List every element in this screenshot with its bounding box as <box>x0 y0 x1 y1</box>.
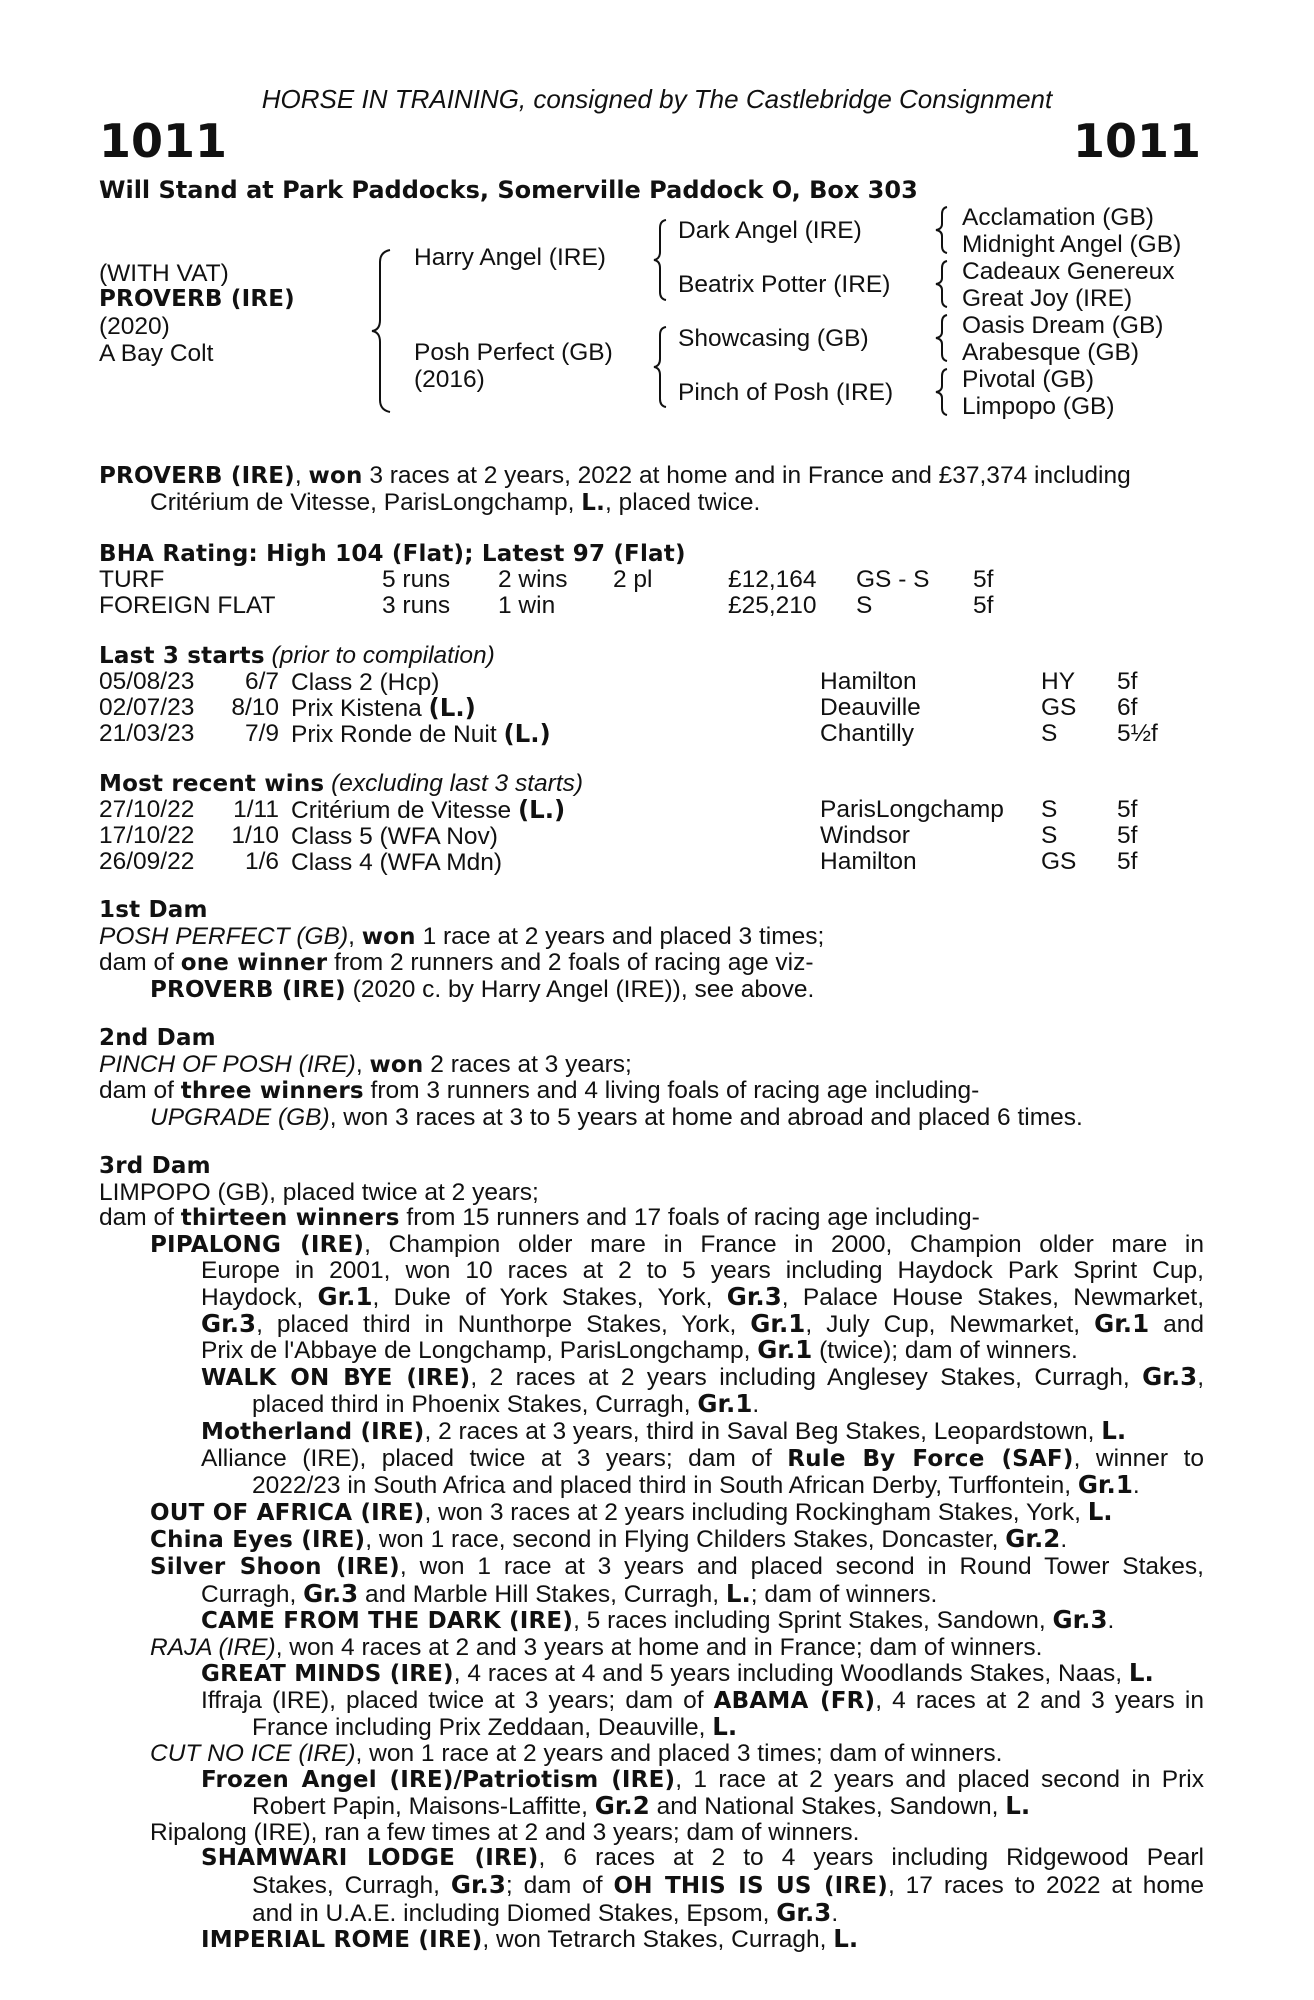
walk-on-bye-grade2: Gr.1 <box>697 1389 753 1419</box>
second-dam-record: 2 races at 3 years; <box>423 1050 632 1078</box>
horse-year: (2020) <box>99 313 170 340</box>
shamwari-text1: , 6 races at 2 to 4 years including Ridgewood Pearl <box>538 1844 1204 1872</box>
alliance-text3: 2022/23 in South Africa and placed third in South African Derby, Turffontein, <box>252 1472 1078 1500</box>
pipalong-line5 <box>99 1337 1204 1364</box>
silver-shoon-grade1: Gr.3 <box>303 1578 359 1608</box>
rating-distance: 5f <box>973 592 994 619</box>
shamwari-l2-b: ; dam of <box>505 1872 614 1900</box>
race-distance: 5f <box>1117 796 1138 823</box>
pipalong-l4-g3: Gr.1 <box>1094 1308 1150 1338</box>
race-name: Prix Ronde de Nuit <box>291 721 504 748</box>
pipalong-line4 <box>99 1308 1204 1338</box>
shamwari-line1 <box>99 1845 1204 1872</box>
frozen-angel-l2-b: and National Stakes, Sandown, <box>649 1793 1006 1821</box>
horse-name: PROVERB (IRE) <box>99 286 295 312</box>
frozen-angel-grade2: L. <box>1005 1791 1031 1821</box>
rating-earnings: £12,164 <box>728 566 817 593</box>
pedigree-brace-g4-1 <box>932 205 952 255</box>
rating-earnings: £25,210 <box>728 592 817 619</box>
first-dam-foal-record: (2020 c. by Harry Angel (IRE)), see above. <box>345 975 815 1003</box>
race-name: Critérium de Vitesse <box>291 797 518 824</box>
out-of-africa-name: OUT OF AFRICA (IRE) <box>150 1499 425 1526</box>
race-course: Hamilton <box>820 668 917 695</box>
first-dam-foal-name: PROVERB (IRE) <box>150 976 346 1003</box>
pedigree-gen3-2: Beatrix Potter (IRE) <box>678 271 891 298</box>
table-row <box>99 669 1199 695</box>
walk-on-bye-line1 <box>99 1361 1204 1392</box>
third-dam-record: LIMPOPO (GB), placed twice at 2 years; <box>99 1178 539 1206</box>
pipalong-l4-g1: Gr.3 <box>201 1308 257 1338</box>
rating-type: FOREIGN FLAT <box>99 592 276 619</box>
rule-by-force-name: Rule By Force (SAF) <box>787 1445 1074 1472</box>
pipalong-l3-a: Haydock, <box>201 1283 318 1311</box>
summary-line2-a: Critérium de Vitesse, ParisLongchamp, <box>150 488 582 516</box>
race-distance: 5f <box>1117 848 1138 875</box>
first-dam-produce-a: dam of <box>99 949 181 977</box>
shamwari-l3-grade: Gr.3 <box>776 1897 832 1927</box>
great-minds-grade: L. <box>1128 1658 1154 1688</box>
shamwari-l2-c: , 17 races to 2022 at home <box>887 1872 1205 1900</box>
rating-going: S <box>856 592 873 619</box>
motherland-grade: L. <box>1101 1415 1127 1445</box>
iffraja-grade: L. <box>712 1712 738 1742</box>
second-dam-won: won <box>369 1051 424 1078</box>
race-distance: 5½f <box>1117 720 1158 747</box>
first-dam-section: 1st Dam POSH PERFECT (GB), won 1 race at 2 years and placed 3 times; dam of one winner from 2 runners and 2 foals of racing age viz- PROVERB (IRE) (2020 c. by Harry Angel (IRE)), see above. <box>99 898 1204 1003</box>
rating-type: TURF <box>99 566 165 593</box>
great-minds-text: , 4 races at 4 and 5 years including Woodlands Stakes, Naas, <box>453 1660 1129 1688</box>
china-eyes-text: , won 1 race, second in Flying Childers Stakes, Doncaster, <box>365 1526 1006 1554</box>
table-row <box>99 695 1199 721</box>
last-starts-heading <box>99 643 495 670</box>
pedigree-gen3-1: Dark Angel (IRE) <box>678 217 862 244</box>
recent-wins-subtitle: (excluding last 3 starts) <box>331 770 584 797</box>
cut-no-ice-name: CUT NO ICE (IRE) <box>150 1740 356 1768</box>
third-dam-heading: 3rd Dam <box>99 1153 211 1179</box>
race-going: GS <box>1041 694 1077 721</box>
cut-no-ice-text: , won 1 race at 2 years and placed 3 times; dam of winners. <box>355 1740 1003 1768</box>
table-row <box>99 797 1199 823</box>
motherland-text: , 2 races at 3 years, third in Saval Beg Stakes, Leopardstown, <box>424 1417 1102 1445</box>
iffraja-text2: , 4 races at 2 and 3 years in <box>875 1686 1204 1714</box>
pedigree-brace-g4-3 <box>932 313 952 363</box>
rating-placed: 2 pl <box>613 566 653 593</box>
imperial-rome-grade: L. <box>833 1924 859 1954</box>
pedigree-brace-g4-2 <box>932 259 952 309</box>
pipalong-l5-g: Gr.1 <box>757 1335 813 1365</box>
walk-on-bye-line2 <box>99 1391 1204 1418</box>
frozen-angel-l2-a: Robert Papin, Maisons-Laffitte, <box>252 1793 595 1821</box>
horse-description: A Bay Colt <box>99 340 214 367</box>
second-dam-section: 2nd Dam PINCH OF POSH (IRE), won 2 races at 3 years; dam of three winners from 3 runners and 4 living foals of racing age including- UPGRADE (GB), won 3 races at 3 to 5 years at home and abroad and placed 6 times. <box>99 1026 1204 1130</box>
race-going: HY <box>1041 668 1076 695</box>
pipalong-name: PIPALONG (IRE) <box>150 1231 365 1258</box>
came-from-the-dark-grade: Gr.3 <box>1052 1605 1108 1635</box>
last-starts-subtitle: (prior to compilation) <box>271 642 495 669</box>
rating-going: GS - S <box>856 566 930 593</box>
walk-on-bye-text2: placed third in Phoenix Stakes, Curragh, <box>252 1391 698 1419</box>
race-grade: (L.) <box>503 719 551 748</box>
raja-line <box>99 1635 1204 1661</box>
oh-this-is-us-name: OH THIS IS US (IRE) <box>613 1873 888 1900</box>
second-dam-produce-a: dam of <box>99 1077 181 1105</box>
first-dam-produce-c: from 2 runners and 2 foals of racing age viz- <box>327 949 814 977</box>
great-minds-name: GREAT MINDS (IRE) <box>201 1661 454 1688</box>
walk-on-bye-name: WALK ON BYE (IRE) <box>201 1364 471 1391</box>
imperial-rome-line <box>99 1926 1204 1954</box>
race-going: S <box>1041 720 1058 747</box>
summary-horse-name: PROVERB (IRE) <box>99 463 295 489</box>
frozen-angel-text1: , 1 race at 2 years and placed second in Prix <box>675 1765 1204 1793</box>
table-row <box>99 721 1199 747</box>
last-starts-title: Last 3 starts <box>99 643 265 669</box>
shamwari-l3-a: and in U.A.E. including Diomed Stakes, Epsom, <box>252 1899 777 1927</box>
out-of-africa-line <box>99 1496 1204 1527</box>
race-name: Class 5 (WFA Nov) <box>291 823 498 850</box>
china-eyes-line <box>99 1526 1204 1554</box>
rating-wins: 1 win <box>498 592 556 619</box>
race-going: GS <box>1041 848 1077 875</box>
race-date: 21/03/23 <box>99 720 195 747</box>
race-going: S <box>1041 796 1058 823</box>
walk-on-bye-grade1: Gr.3 <box>1142 1361 1198 1391</box>
silver-shoon-l2-c: ; dam of winners. <box>750 1580 938 1608</box>
first-dam-heading: 1st Dam <box>99 897 208 923</box>
alliance-line1 <box>99 1446 1204 1473</box>
table-row <box>99 849 1199 875</box>
race-going: S <box>1041 822 1058 849</box>
race-distance: 5f <box>1117 822 1138 849</box>
race-position: 6/7 <box>244 668 279 695</box>
pedigree-brace-g4-4 <box>932 367 952 417</box>
pedigree-dam: Posh Perfect (GB) <box>414 339 613 366</box>
pedigree-gen4-2: Midnight Angel (GB) <box>962 231 1182 258</box>
abama-name: ABAMA (FR) <box>713 1687 876 1714</box>
pedigree-gen4-5: Oasis Dream (GB) <box>962 312 1164 339</box>
rating-distance: 5f <box>973 566 994 593</box>
race-position: 7/9 <box>244 720 279 747</box>
summary-listed: L. <box>581 489 606 516</box>
race-name: Class 4 (WFA Mdn) <box>291 849 503 876</box>
race-position: 8/10 <box>231 694 279 721</box>
shamwari-line3 <box>99 1897 1204 1927</box>
third-dam-section <box>99 1154 1204 1954</box>
iffraja-line2 <box>99 1714 1204 1741</box>
walk-on-bye-end2: . <box>752 1391 760 1419</box>
walk-on-bye-end1: , <box>1197 1363 1204 1391</box>
race-position: 1/6 <box>244 848 279 875</box>
pedigree-brace-sire <box>650 218 670 302</box>
race-course: Hamilton <box>820 848 917 875</box>
china-eyes-end: . <box>1060 1526 1068 1554</box>
table-row <box>99 823 1199 849</box>
second-dam-name: PINCH OF POSH (IRE) <box>99 1050 356 1078</box>
pipalong-l4-c: and <box>1149 1310 1204 1338</box>
pipalong-line2: Europe in 2001, won 10 races at 2 to 5 years including Haydock Park Sprint Cup, <box>201 1257 1204 1285</box>
pipalong-l4-g2: Gr.1 <box>750 1308 806 1338</box>
race-course: ParisLongchamp <box>820 796 1004 823</box>
pedigree-gen4-1: Acclamation (GB) <box>962 204 1154 231</box>
silver-shoon-l2-b: and Marble Hill Stakes, Curragh, <box>358 1580 726 1608</box>
shamwari-grade: Gr.3 <box>450 1870 506 1900</box>
iffraja-text3: France including Prix Zeddaan, Deauville, <box>252 1714 713 1742</box>
came-from-the-dark-text: , 5 races including Sprint Stakes, Sandown, <box>573 1607 1053 1635</box>
came-from-the-dark-line <box>99 1607 1204 1635</box>
rating-row <box>99 593 1199 619</box>
pedigree-sire: Harry Angel (IRE) <box>414 244 606 271</box>
first-dam-name: POSH PERFECT (GB) <box>99 922 349 950</box>
pipalong-l3-b: , Duke of York Stakes, York, <box>372 1283 727 1311</box>
silver-shoon-line1 <box>99 1554 1204 1581</box>
race-date: 02/07/23 <box>99 694 195 721</box>
recent-wins-heading <box>99 771 583 798</box>
pedigree-gen4-6: Arabesque (GB) <box>962 339 1140 366</box>
summary-line2-b: , placed twice. <box>605 488 761 516</box>
out-of-africa-text: , won 3 races at 2 years including Rockingham Stakes, York, <box>424 1498 1088 1526</box>
frozen-angel-name: Frozen Angel (IRE)/Patriotism (IRE) <box>201 1766 676 1793</box>
rating-row <box>99 567 1199 593</box>
pedigree-dam-year: (2016) <box>414 366 485 393</box>
alliance-grade: Gr.1 <box>1077 1470 1133 1500</box>
china-eyes-name: China Eyes (IRE) <box>150 1527 366 1554</box>
second-dam-produce-b: three winners <box>180 1078 364 1105</box>
raja-name: RAJA (IRE) <box>150 1633 276 1661</box>
pipalong-line3 <box>99 1281 1204 1311</box>
rating-runs: 5 runs <box>382 566 451 593</box>
rating-wins: 2 wins <box>498 566 568 593</box>
race-course: Windsor <box>820 822 910 849</box>
pedigree-gen4-7: Pivotal (GB) <box>962 366 1095 393</box>
first-dam-produce-b: one winner <box>180 950 328 977</box>
recent-wins-title: Most recent wins <box>99 771 325 797</box>
came-from-the-dark-end: . <box>1107 1607 1115 1635</box>
race-position: 1/10 <box>231 822 279 849</box>
china-eyes-grade: Gr.2 <box>1005 1524 1061 1554</box>
silver-shoon-line2 <box>99 1578 1204 1608</box>
alliance-end: . <box>1132 1472 1140 1500</box>
race-distance: 6f <box>1117 694 1138 721</box>
consignment-header: HORSE IN TRAINING, consigned by The Castlebridge Consignment <box>261 84 1053 114</box>
pipalong-l3-g2: Gr.3 <box>726 1281 782 1311</box>
race-name: Prix Kistena <box>291 695 429 722</box>
pedigree-brace-main <box>368 248 398 414</box>
third-dam-produce-c: from 15 runners and 17 foals of racing age including- <box>399 1204 980 1232</box>
third-dam-produce-b: thirteen winners <box>180 1205 400 1232</box>
race-date: 26/09/22 <box>99 848 195 875</box>
pipalong-l3-g1: Gr.1 <box>317 1281 373 1311</box>
lot-number-right: 1011 <box>1072 114 1201 168</box>
pedigree-gen3-4: Pinch of Posh (IRE) <box>678 379 894 406</box>
shamwari-name: SHAMWARI LODGE (IRE) <box>201 1845 539 1872</box>
cut-no-ice-line <box>99 1741 1204 1767</box>
shamwari-l2-a: Stakes, Curragh, <box>252 1872 451 1900</box>
race-position: 1/11 <box>233 796 279 823</box>
pipalong-line1 <box>99 1232 1204 1259</box>
second-dam-foal-name: UPGRADE (GB) <box>150 1103 330 1131</box>
race-name: Class 2 (Hcp) <box>291 669 440 696</box>
race-grade: (L.) <box>517 795 566 824</box>
imperial-rome-text: , won Tetrarch Stakes, Curragh, <box>482 1926 834 1954</box>
alliance-text1: Alliance (IRE), placed twice at 3 years; dam of <box>201 1444 788 1472</box>
stand-location: Will Stand at Park Paddocks, Somerville Paddock O, Box 303 <box>99 176 918 204</box>
great-minds-line <box>99 1660 1204 1688</box>
silver-shoon-l2-a: Curragh, <box>201 1580 304 1608</box>
pipalong-l5-b: (twice); dam of winners. <box>812 1337 1078 1365</box>
second-dam-produce-c: from 3 runners and 4 living foals of racing age including- <box>363 1077 980 1105</box>
pedigree-gen4-8: Limpopo (GB) <box>962 393 1115 420</box>
imperial-rome-name: IMPERIAL ROME (IRE) <box>201 1927 483 1954</box>
out-of-africa-grade: L. <box>1087 1496 1113 1526</box>
rating-runs: 3 runs <box>382 592 451 619</box>
raja-text: , won 4 races at 2 and 3 years at home and in France; dam of winners. <box>275 1633 1043 1661</box>
first-dam-won: won <box>361 923 416 950</box>
race-date: 17/10/22 <box>99 822 195 849</box>
ripalong-line: Ripalong (IRE), ran a few times at 2 and 3 years; dam of winners. <box>150 1818 860 1846</box>
race-summary: PROVERB (IRE), won 3 races at 2 years, 2022 at home and in France and £37,374 including Critérium de Vitesse, ParisLongchamp, L., placed twice. <box>99 462 1131 516</box>
iffraja-text1: Iffraja (IRE), placed twice at 3 years; dam of <box>201 1686 714 1714</box>
silver-shoon-grade2: L. <box>725 1578 751 1608</box>
iffraja-line1 <box>99 1688 1204 1715</box>
silver-shoon-text1: , won 1 race at 3 years and placed second in Round Tower Stakes, <box>399 1552 1204 1580</box>
motherland-line <box>99 1415 1204 1446</box>
race-course: Chantilly <box>820 720 914 747</box>
alliance-line2 <box>99 1472 1204 1499</box>
pedigree-gen4-3: Cadeaux Genereux <box>962 258 1175 285</box>
pedigree-gen3-3: Showcasing (GB) <box>678 325 869 352</box>
silver-shoon-name: Silver Shoon (IRE) <box>150 1553 400 1580</box>
second-dam-heading: 2nd Dam <box>99 1025 216 1051</box>
pedigree-gen4-4: Great Joy (IRE) <box>962 285 1133 312</box>
rating-heading: BHA Rating: High 104 (Flat); Latest 97 (Flat) <box>99 541 686 567</box>
race-date: 27/10/22 <box>99 796 195 823</box>
race-course: Deauville <box>820 694 921 721</box>
frozen-angel-line2 <box>99 1793 1204 1820</box>
lot-number-left: 1011 <box>99 114 228 168</box>
pipalong-text1: , Champion older mare in France in 2000, Champion older mare in <box>364 1230 1204 1258</box>
summary-won: won <box>308 463 363 489</box>
vat-status: (WITH VAT) <box>99 260 229 287</box>
came-from-the-dark-name: CAME FROM THE DARK (IRE) <box>201 1608 574 1635</box>
pipalong-l3-c: , Palace House Stakes, Newmarket, <box>781 1283 1204 1311</box>
alliance-text2: , winner to <box>1073 1444 1204 1472</box>
shamwari-line2 <box>99 1872 1204 1900</box>
pipalong-l4-a: , placed third in Nunthorpe Stakes, York, <box>256 1310 751 1338</box>
frozen-angel-line1 <box>99 1767 1204 1794</box>
race-grade: (L.) <box>428 693 476 722</box>
first-dam-record: 1 race at 2 years and placed 3 times; <box>415 922 825 950</box>
summary-line1: 3 races at 2 years, 2022 at home and in France and £37,374 including <box>362 462 1131 489</box>
shamwari-l3-end: . <box>831 1899 839 1927</box>
frozen-angel-grade1: Gr.2 <box>594 1791 650 1821</box>
race-date: 05/08/23 <box>99 668 195 695</box>
pipalong-l4-b: , July Cup, Newmarket, <box>805 1310 1095 1338</box>
walk-on-bye-text1: , 2 races at 2 years including Anglesey Stakes, Curragh, <box>470 1363 1143 1391</box>
second-dam-foal-record: , won 3 races at 3 to 5 years at home and abroad and placed 6 times. <box>329 1103 1083 1131</box>
third-dam-produce-a: dam of <box>99 1204 181 1232</box>
pipalong-l5-a: Prix de l'Abbaye de Longchamp, ParisLongchamp, <box>201 1337 758 1365</box>
pedigree-brace-dam <box>650 325 670 409</box>
race-distance: 5f <box>1117 668 1138 695</box>
motherland-name: Motherland (IRE) <box>201 1418 425 1445</box>
